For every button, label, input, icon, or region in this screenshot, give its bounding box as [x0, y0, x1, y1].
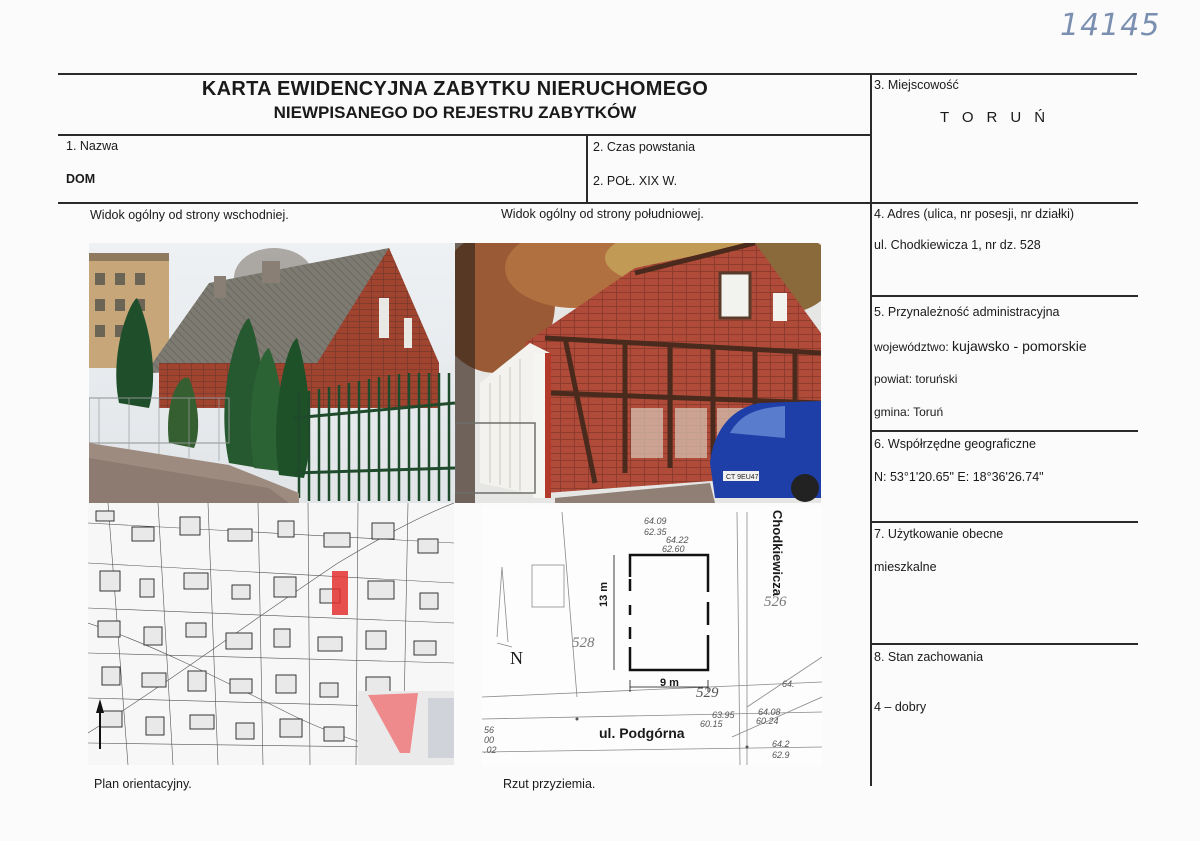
usage-value: mieszkalne — [874, 560, 937, 574]
level-13: 00 — [484, 735, 495, 745]
parcel-528: 528 — [572, 635, 595, 651]
name-label: 1. Nazwa — [66, 139, 119, 153]
rule-usage-bottom — [870, 643, 1138, 645]
admin-voivodeship-value: kujawsko - pomorskie — [952, 338, 1087, 354]
car-plate: CT 9EU47 — [726, 474, 759, 481]
level-10: 62.9 — [772, 750, 790, 760]
level-12: 56 — [484, 725, 495, 735]
street-chodkiewicza: Chodkiewicza — [770, 510, 785, 596]
name-value: DOM — [66, 172, 96, 186]
caption-floor-plan: Rzut przyziemia. — [503, 777, 596, 791]
parcel-529: 529 — [696, 685, 719, 701]
admin-label: 5. Przynależność administracyjna — [874, 305, 1060, 319]
level-11: 64. — [782, 679, 795, 689]
caption-plan: Plan orientacyjny. — [94, 777, 192, 791]
dim-height: 13 m — [598, 581, 610, 607]
photo-south-view — [455, 243, 821, 503]
rule-coords-bottom — [870, 521, 1138, 523]
condition-value: 4 – dobry — [874, 700, 927, 714]
address-value: ul. Chodkiewicza 1, nr dz. 528 — [874, 238, 1041, 252]
place-value: TORUŃ — [940, 109, 1059, 126]
level-9: 64.2 — [772, 739, 790, 749]
level-2: 62.35 — [644, 527, 667, 537]
time-label: 2. Czas powstania — [593, 140, 696, 154]
rule-vertical-main — [870, 73, 872, 786]
orientation-map — [88, 503, 454, 765]
place-label: 3. Miejscowość — [874, 78, 959, 92]
coords-label: 6. Współrzędne geograficzne — [874, 437, 1036, 451]
rule-vertical-mid — [586, 134, 588, 203]
level-4: 62.60 — [662, 544, 685, 554]
caption-south-view: Widok ogólny od strony południowej. — [501, 207, 704, 221]
caption-east-view: Widok ogólny od strony wschodniej. — [90, 208, 289, 222]
level-6: 64.08 — [758, 707, 781, 717]
card-title: KARTA EWIDENCYJNA ZABYTKU NIERUCHOMEGO — [201, 78, 709, 100]
condition-label: 8. Stan zachowania — [874, 650, 984, 664]
level-8: 60.24 — [756, 716, 779, 726]
admin-voivodeship — [874, 338, 1087, 354]
rule-name-bottom — [58, 202, 1138, 204]
time-value: 2. POŁ. XIX W. — [593, 174, 678, 188]
coords-value: N: 53°1'20.65" E: 18°36'26.74" — [874, 470, 1044, 484]
floor-plan — [482, 507, 822, 765]
rule-title-bottom — [58, 134, 870, 136]
rule-admin-bottom — [870, 430, 1138, 432]
admin-voivodeship-label: województwo: — [874, 340, 949, 354]
usage-label: 7. Użytkowanie obecne — [874, 527, 1004, 541]
level-14: .02 — [484, 745, 497, 755]
address-label: 4. Adres (ulica, nr posesji, nr działki) — [874, 207, 1075, 221]
level-3: 64.22 — [666, 535, 689, 545]
photo-east-view — [89, 243, 455, 503]
north-label: N — [510, 648, 523, 668]
admin-powiat: powiat: toruński — [874, 372, 958, 386]
inventory-number: 14145 — [1060, 8, 1161, 43]
level-1: 64.09 — [644, 516, 667, 526]
parcel-526: 526 — [764, 594, 787, 610]
dim-width: 9 m — [660, 677, 679, 689]
card-subtitle: NIEWPISANEGO DO REJESTRU ZABYTKÓW — [273, 103, 637, 122]
level-7: 60.15 — [700, 719, 723, 729]
rule-top — [58, 73, 1137, 75]
level-5: 63.95 — [712, 710, 735, 720]
rule-address-bottom — [870, 295, 1138, 297]
admin-gmina: gmina: Toruń — [874, 405, 944, 419]
street-podgorna: ul. Podgórna — [599, 725, 685, 741]
